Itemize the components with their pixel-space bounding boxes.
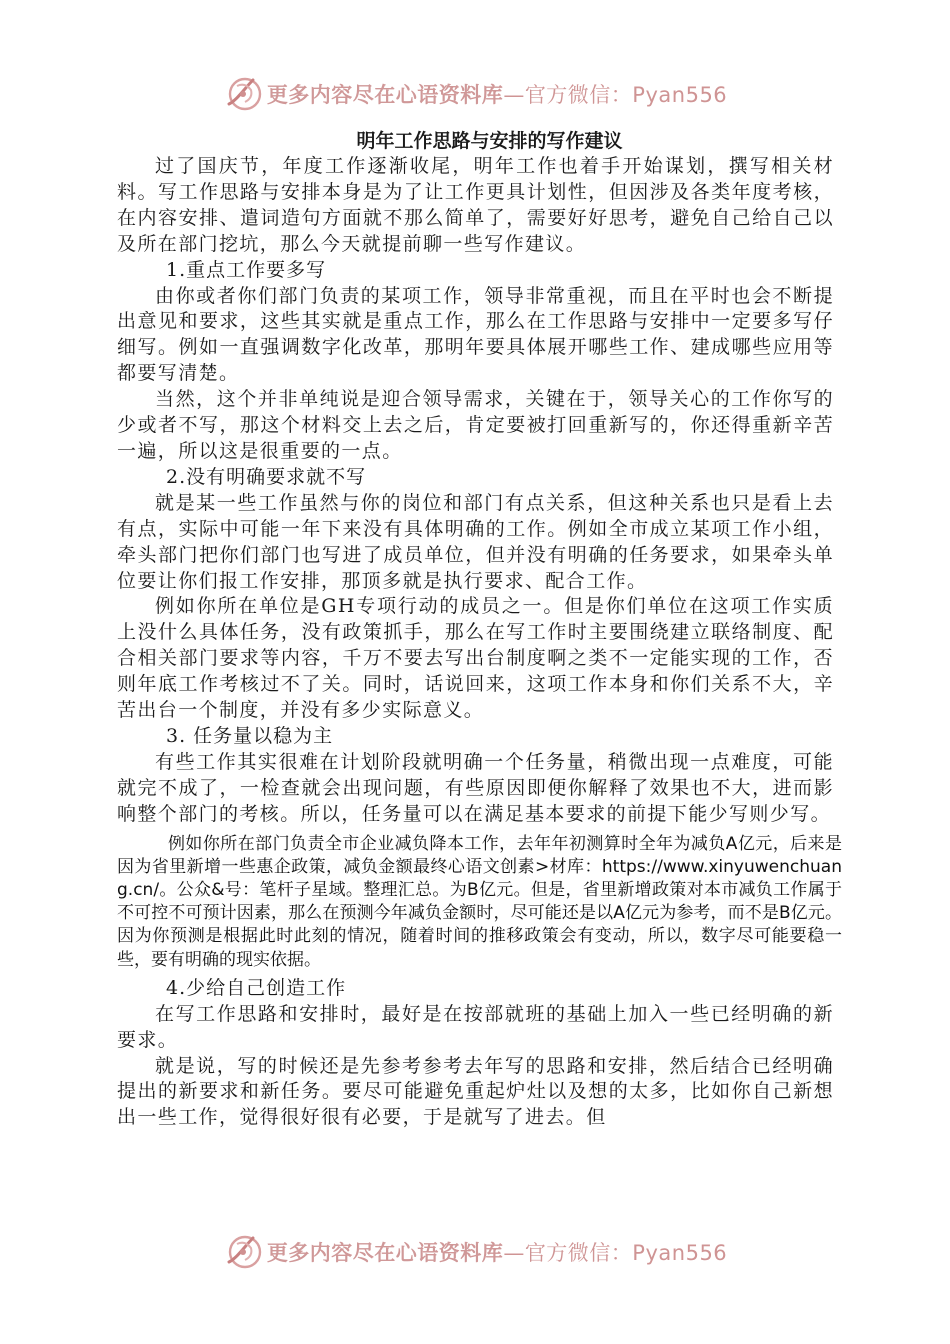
- section-4-paragraph-1: 在写工作思路和安排时，最好是在按部就班的基础上加入一些已经明确的新要求。: [117, 1002, 834, 1051]
- banner-text-wechat: —官方微信：Pyan556: [503, 83, 728, 107]
- section-1-paragraph-2: 当然，这个并非单纯说是迎合领导需求，关键在于，领导关心的工作你写的少或者不写，那这个材料交上去之后，肯定要被打回重新写的，你还得重新辛苦一遍，所以这是很重要的一点。: [117, 388, 834, 462]
- brand-logo-icon: [223, 1232, 263, 1272]
- section-1-paragraph-1: 由你或者你们部门负责的某项工作，领导非常重视，而且在平时也会不断提出意见和要求，这些其实就是重点工作，那么在工作思路与安排中一定要多写仔细写。例如一直强调数字化改革，那明年要具体展开哪些工作、建成哪些应用等都要写清楚。: [117, 284, 834, 385]
- intro-paragraph: 过了国庆节，年度工作逐渐收尾，明年工作也着手开始谋划，撰写相关材料。写工作思路与安排本身是为了让工作更具计划性，但因涉及各类年度考核，在内容安排、遣词造句方面就不那么简单了，需要好好思考，避免自己给自己以及所在部门挖坑，那么今天就提前聊一些写作建议。: [117, 155, 834, 255]
- document-title: 明年工作思路与安排的写作建议: [356, 130, 623, 152]
- section-4-paragraph-2: 就是说，写的时候还是先参考参考去年写的思路和安排，然后结合已经明确提出的新要求和新任务。要尽可能避免重起炉灶以及想的太多，比如你自己新想出一些工作，觉得很好很有必要，于是就写了进去。但: [117, 1054, 834, 1129]
- section-3-paragraph-2: 例如你所在部门负责全市企业减负降本工作，去年年初测算时全年为减负A亿元，后来是因为省里新增一些惠企政策，减负金额最终心语文创素>材库：https://www.xinyuwenchuang.cn/。公众&号：笔杆子星域。整理汇总。为B亿元。但是，省里新增政策对本市减负工作属于不可控不可预计因素，那么在预测今年减负金额时，尽可能还是以A亿元为参考，而不是B亿元。因为你预测是根据此时此刻的情况，随着时间的推移政策会有变动，所以，数字尽可能要稳一些，要有明确的现实依据。: [117, 833, 842, 970]
- banner-text-wechat: —官方微信：Pyan556: [503, 1241, 728, 1265]
- footer-banner: [0, 1230, 950, 1274]
- document-body: [117, 128, 842, 1131]
- section-2-heading: 2.没有明确要求就不写: [166, 465, 367, 488]
- brand-logo-icon: [223, 74, 263, 114]
- section-3-paragraph-1: 有些工作其实很难在计划阶段就明确一个任务量，稍微出现一点难度，可能就完不成了，一检查就会出现问题，有些原因即便你解释了效果也不大，进而影响整个部门的考核。所以，任务量可以在满足基本要求的前提下能少写则少写。: [117, 750, 834, 825]
- banner-text-library: 更多内容尽在心语资料库: [266, 83, 504, 107]
- section-4-heading: 4.少给自己创造工作: [166, 976, 347, 999]
- section-3-heading: 3. 任务量以稳为主: [166, 724, 334, 747]
- header-banner: [0, 72, 950, 116]
- section-2-paragraph-2: 例如你所在单位是GH专项行动的成员之一。但是你们单位在这项工作实质上没什么具体任务，没有政策抓手，那么在写工作时主要围绕建立联络制度、配合相关部门要求等内容，千万不要去写出台制度啊之类不一定能实现的工作，否则年底工作考核过不了关。同时，话说回来，这项工作本身和你们关系不大，辛苦出台一个制度，并没有多少实际意义。: [117, 595, 834, 722]
- section-1-heading: 1.重点工作要多写: [166, 258, 327, 281]
- banner-text-library: 更多内容尽在心语资料库: [266, 1241, 504, 1265]
- section-2-paragraph-1: 就是某一些工作虽然与你的岗位和部门有点关系，但这种关系也只是看上去有点，实际中可能一年下来没有具体明确的工作。例如全市成立某项工作小组，牵头部门把你们部门也写进了成员单位，但并没有明确的任务要求，如果牵头单位要让你们报工作安排，那顶多就是执行要求、配合工作。: [117, 491, 834, 592]
